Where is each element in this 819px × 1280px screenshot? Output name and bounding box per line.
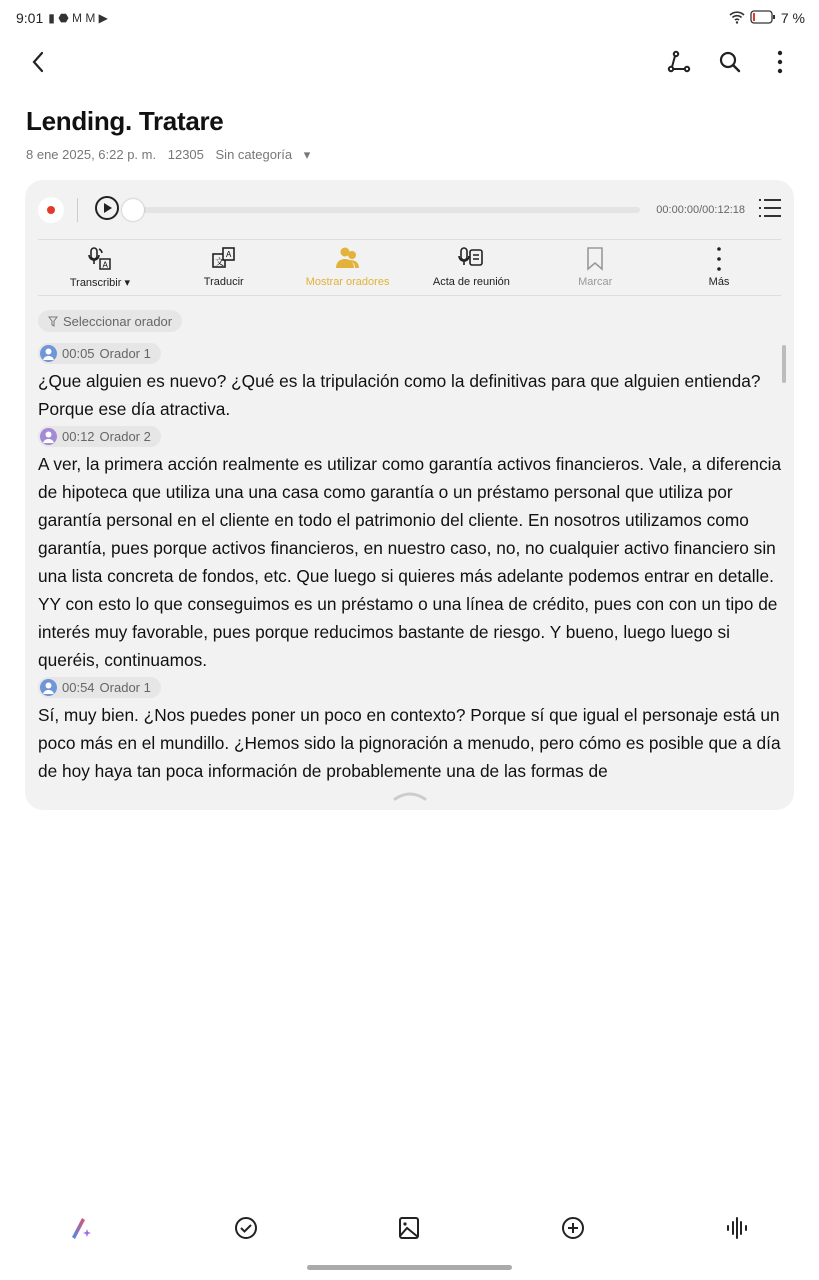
segment-text: A ver, la primera acción realmente es utilizar como garantía activos financieros. Vale, a diferencia de hipoteca que utiliza una una casa como garantía o un préstamo personal que utiliza por garantía personal en el cliente en todo el patrimonio del cliente. En nosotros utilizamos como garantía, pues porque activos financieros, en nuestro caso, no, no cualquier activo financiero sin una lista concreta de fondos, etc. Que luego si quieres más adelante podemos entrar en detalle. YY con esto lo que conseguimos es un préstamo o una línea de crédito, pues con con un tipo de interés muy favorable, pues porque reducimos bastante de riesgo. Y bueno, luego luego si queréis, continuamos. bbox=[38, 454, 782, 670]
plus-circle-icon bbox=[561, 1216, 585, 1240]
battery-level: 7 % bbox=[780, 10, 805, 26]
meeting-minutes-icon bbox=[458, 246, 484, 272]
transcript-segment bbox=[38, 423, 784, 674]
voice-recording-card bbox=[25, 180, 794, 810]
battery-icon bbox=[750, 10, 776, 27]
avatar-icon bbox=[40, 345, 57, 362]
list-button[interactable] bbox=[759, 198, 781, 223]
transcribe-icon bbox=[87, 246, 113, 272]
toolbar bbox=[38, 246, 781, 294]
waveform-icon bbox=[725, 1216, 749, 1240]
clock: 9:01 bbox=[16, 10, 44, 26]
play-icon bbox=[94, 195, 120, 221]
segment-text: ¿Que alguien es nuevo? ¿Qué es la tripulación como la definitivas para que alguien entienda? Porque ese día atractiva. bbox=[38, 371, 761, 419]
bottom-toolbar bbox=[0, 1210, 819, 1244]
transcribe-button[interactable]: A Transcribir ▾ bbox=[38, 246, 162, 294]
status-bar bbox=[16, 8, 805, 28]
show-speakers-button[interactable]: Mostrar oradores bbox=[286, 246, 410, 294]
back-icon bbox=[31, 51, 45, 73]
bookmark-icon bbox=[582, 246, 608, 272]
category-dropdown[interactable]: Sin categoría ▾ bbox=[215, 147, 311, 162]
add-button[interactable] bbox=[555, 1210, 591, 1246]
speakers-icon bbox=[335, 246, 361, 272]
voice-record-button[interactable] bbox=[719, 1210, 755, 1246]
meeting-minutes-button[interactable]: Acta de reunión bbox=[409, 246, 533, 294]
ai-pen-icon bbox=[68, 1215, 94, 1241]
gesture-bar[interactable] bbox=[307, 1265, 512, 1270]
translate-icon bbox=[211, 246, 237, 272]
avatar-icon bbox=[40, 679, 57, 696]
more-vertical-icon bbox=[706, 246, 732, 272]
checklist-button[interactable] bbox=[228, 1210, 264, 1246]
note-size: 12305 bbox=[167, 147, 204, 162]
scrollbar[interactable] bbox=[782, 345, 786, 383]
play-button[interactable] bbox=[94, 195, 120, 226]
divider bbox=[38, 295, 781, 296]
note-title: Lending. Tratare bbox=[26, 106, 224, 136]
chevron-up-icon bbox=[393, 789, 427, 801]
speaker-label[interactable]: 00:12 Orador 2 bbox=[38, 426, 161, 447]
transcript-segment bbox=[38, 340, 784, 423]
audio-player bbox=[38, 194, 781, 226]
note-meta bbox=[26, 147, 318, 163]
translate-button[interactable]: 文 A Traducir bbox=[162, 246, 286, 294]
insert-image-button[interactable] bbox=[391, 1210, 427, 1246]
ai-assist-button[interactable] bbox=[63, 1210, 99, 1246]
record-icon bbox=[47, 206, 55, 214]
image-icon bbox=[397, 1216, 421, 1240]
slider-thumb[interactable] bbox=[122, 199, 144, 221]
transcript bbox=[38, 340, 784, 785]
playback-time: 00:00:00/00:12:18 bbox=[656, 204, 745, 216]
filter-icon bbox=[48, 316, 58, 327]
record-button[interactable] bbox=[38, 197, 64, 223]
more-options-button[interactable] bbox=[762, 44, 798, 80]
search-button[interactable] bbox=[712, 44, 748, 80]
svg-text:A: A bbox=[102, 260, 108, 270]
note-date: 8 ene 2025, 6:22 p. m. bbox=[26, 147, 157, 162]
share-icon bbox=[667, 50, 691, 74]
segment-text: Sí, muy bien. ¿Nos puedes poner un poco en contexto? Porque sí que igual el personaje está un poco más en el mundillo. ¿Hemos sido la pignoración a menudo, pero cómo es posible que a día de hoy haya tan poca información de probablemente una de las formas de bbox=[38, 705, 781, 781]
svg-text:文: 文 bbox=[214, 257, 224, 267]
check-circle-icon bbox=[234, 1216, 258, 1240]
more-vertical-icon bbox=[777, 50, 783, 74]
wifi-icon bbox=[729, 10, 745, 27]
more-button[interactable]: Más bbox=[657, 246, 781, 294]
divider bbox=[38, 239, 781, 240]
collapse-handle[interactable] bbox=[393, 788, 427, 806]
progress-slider[interactable] bbox=[130, 207, 640, 213]
select-speaker-filter[interactable]: Seleccionar orador bbox=[38, 310, 182, 332]
notification-icons: ▮ ⬣ M M ▶ bbox=[48, 11, 108, 25]
app-bar bbox=[0, 44, 819, 84]
transcript-segment bbox=[38, 674, 784, 785]
divider bbox=[77, 198, 78, 222]
avatar-icon bbox=[40, 428, 57, 445]
svg-text:A: A bbox=[225, 250, 232, 259]
speaker-label[interactable]: 00:54 Orador 1 bbox=[38, 677, 161, 698]
share-button[interactable] bbox=[661, 44, 697, 80]
speaker-label[interactable]: 00:05 Orador 1 bbox=[38, 343, 161, 364]
search-icon bbox=[718, 50, 742, 74]
list-icon bbox=[759, 198, 781, 218]
bookmark-button[interactable]: Marcar bbox=[533, 246, 657, 294]
back-button[interactable] bbox=[20, 44, 56, 80]
